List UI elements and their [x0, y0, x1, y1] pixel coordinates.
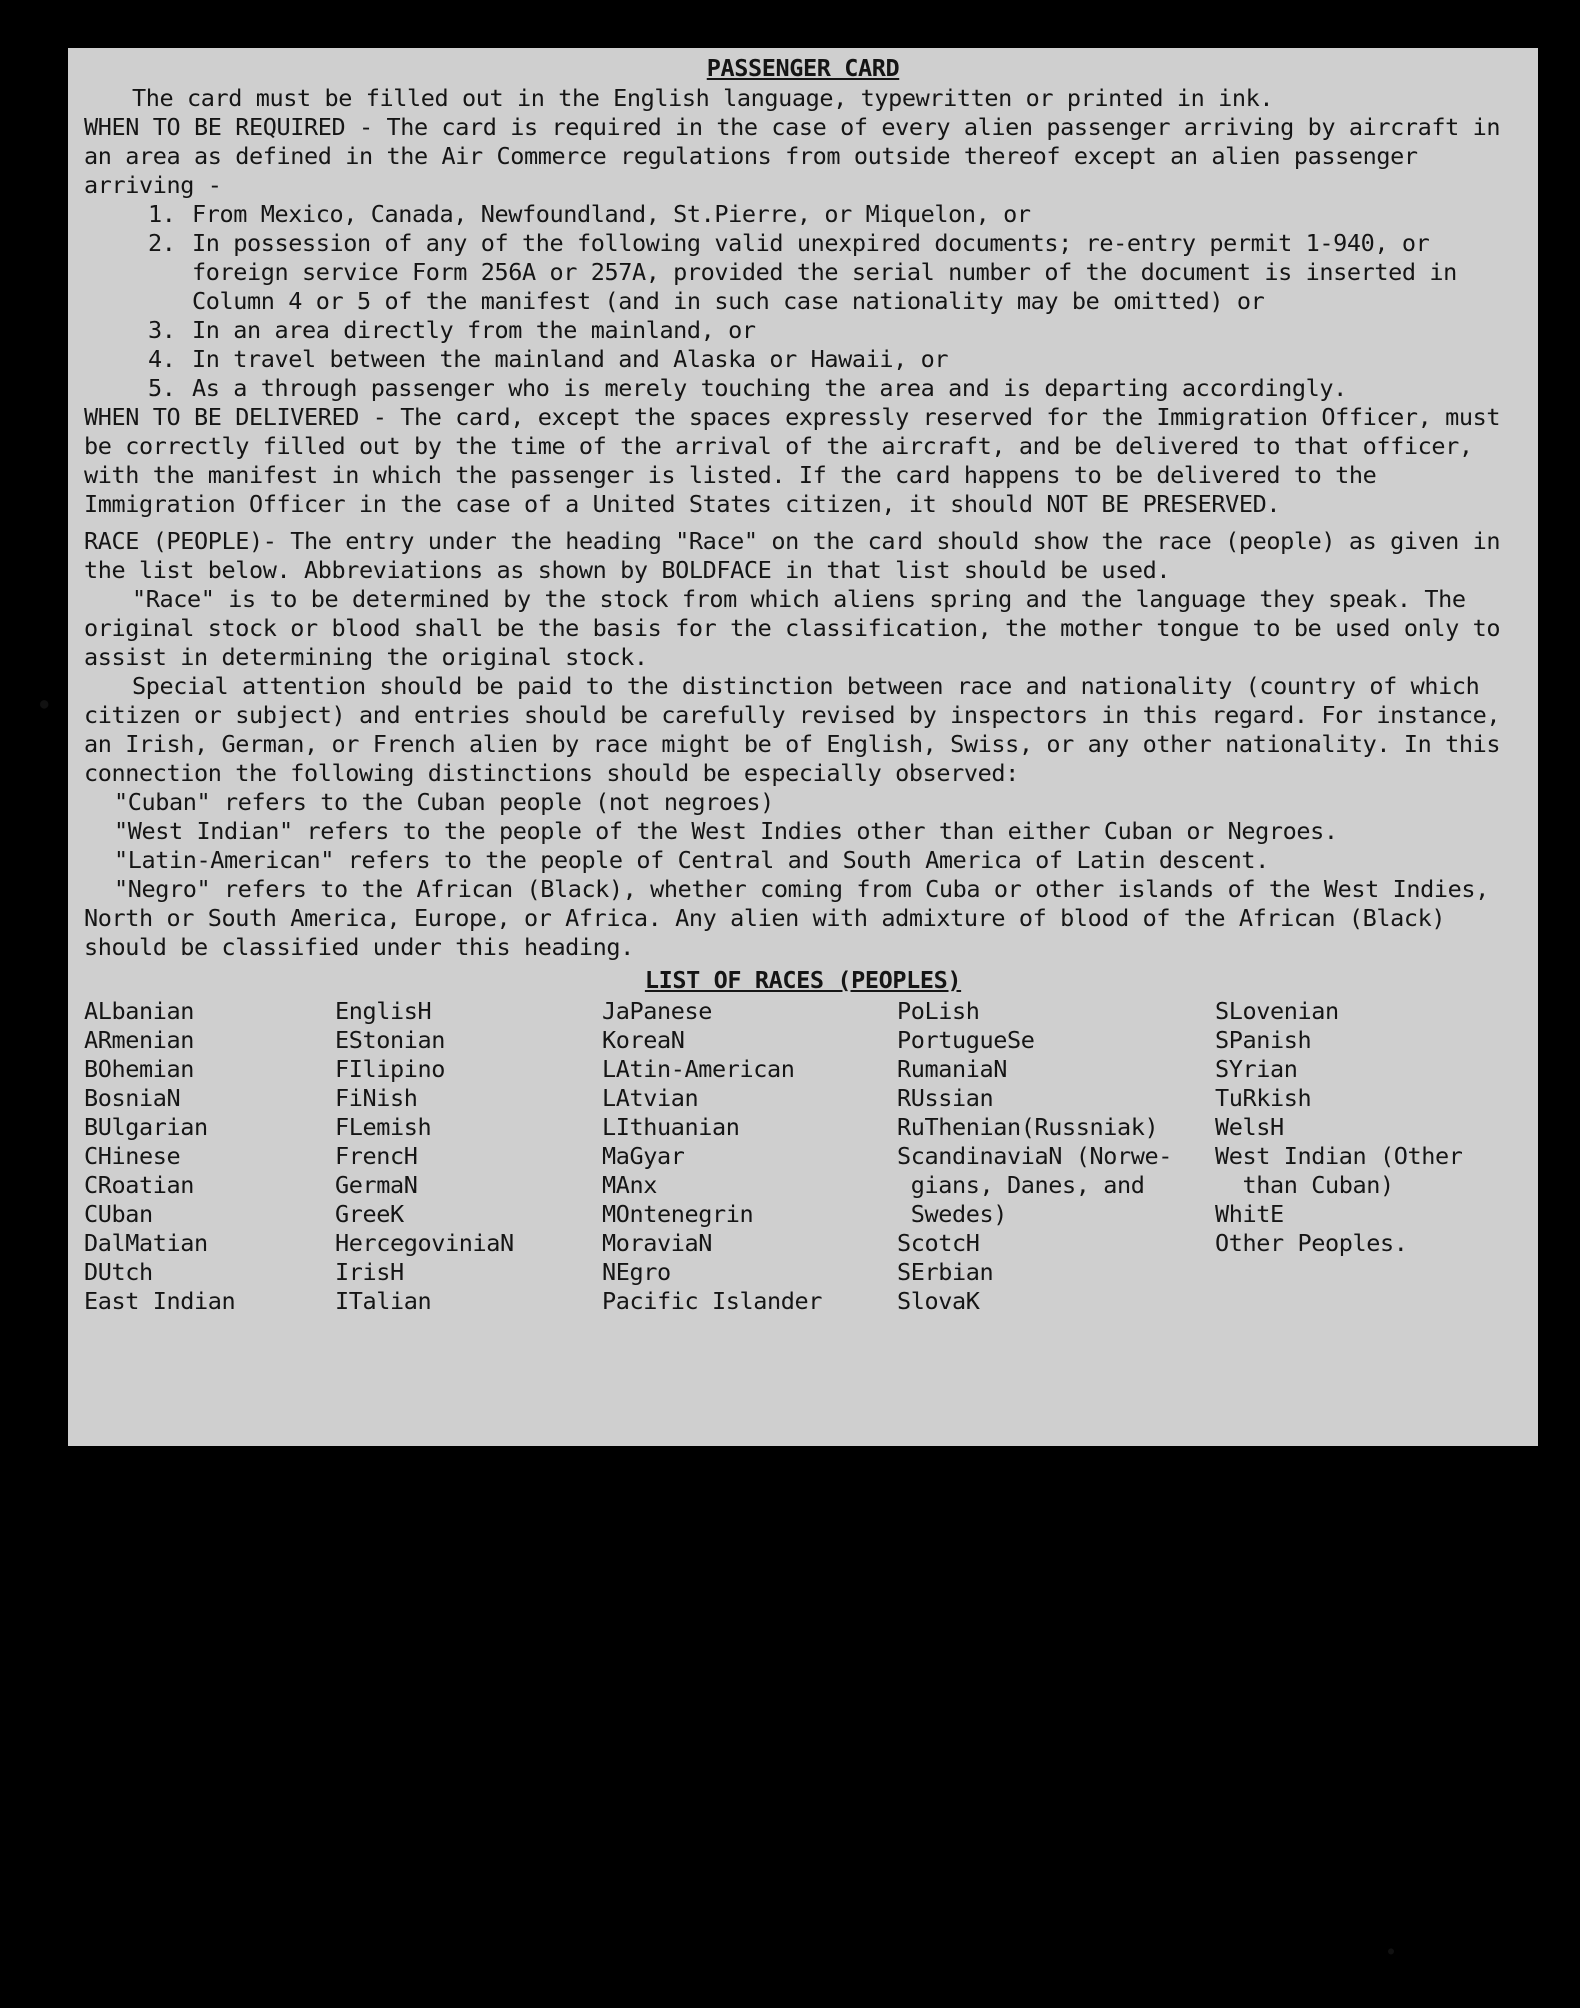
race-determination-paragraph: "Race" is to be determined by the stock from which aliens spring and the language they speak. The original stock or blood shall be the basis for the classification, the mother tongue to be used only to assist in determining the original stock. [84, 585, 1501, 671]
race-entry: RuThenian(Russniak) [897, 1113, 1159, 1141]
race-entry: FiNish [335, 1084, 418, 1112]
race-entry: FrencH [335, 1142, 418, 1170]
intro-text: The card must be filled out in the English language, typewritten or printed in ink. [132, 84, 1274, 112]
race-entry: EnglisH [335, 997, 432, 1025]
race-heading: RACE (PEOPLE)- [84, 527, 277, 555]
distinction-latin-american: "Latin-American" refers to the people of Central and South America of Latin descent. [114, 846, 1269, 874]
passenger-card [68, 48, 1538, 1446]
race-entry: BOhemian [84, 1055, 194, 1083]
race-entry: BUlgarian [84, 1113, 208, 1141]
when-delivered-heading: WHEN TO BE DELIVERED - [84, 403, 387, 431]
race-entry: Other Peoples. [1215, 1229, 1408, 1257]
race-entry: LAtin-American [602, 1055, 795, 1083]
race-entry: than Cuban) [1215, 1171, 1394, 1199]
race-entry: MaGyar [602, 1142, 685, 1170]
race-entry: EStonian [335, 1026, 445, 1054]
scan-speck: ● [40, 696, 49, 712]
race-entry: LAtvian [602, 1084, 699, 1112]
exception-item: 4. In travel between the mainland and Alaska or Hawaii, or [148, 345, 949, 373]
race-entry: West Indian (Other [1215, 1142, 1463, 1170]
race-entry: TuRkish [1215, 1084, 1312, 1112]
race-entry: ARmenian [84, 1026, 194, 1054]
race-column-2 [335, 997, 514, 1316]
distinction-west-indian: "West Indian" refers to the people of the West Indies other than either Cuban or Negroes. [114, 817, 1338, 845]
race-entry: WhitE [1215, 1200, 1284, 1228]
race-entry: SlovaK [897, 1287, 980, 1315]
race-entry: CUban [84, 1200, 153, 1228]
race-entry: GermaN [335, 1171, 418, 1199]
race-entry: HercegoviniaN [335, 1229, 514, 1257]
race-entry: FIlipino [335, 1055, 445, 1083]
race-entry: FLemish [335, 1113, 432, 1141]
race-entry: BosniaN [84, 1084, 181, 1112]
race-entry: DUtch [84, 1258, 153, 1286]
race-column-3 [602, 997, 822, 1316]
race-entry: ITalian [335, 1287, 432, 1315]
race-entry: JaPanese [602, 997, 712, 1025]
race-entry: SPanish [1215, 1026, 1312, 1054]
when-required-text: The card is required in the case of every alien passenger arriving by aircraft in an area as defined in the Air Commerce regulations from outside thereof except an alien passenger arriving - [84, 113, 1501, 199]
race-entry: RUssian [897, 1084, 994, 1112]
exception-item: 3. In an area directly from the mainland, or [148, 316, 756, 344]
distinction-cuban: "Cuban" refers to the Cuban people (not negroes) [114, 788, 774, 816]
exception-item: 5. As a through passenger who is merely touching the area and is departing accordingly. [148, 374, 1347, 402]
race-column-4 [897, 997, 1172, 1316]
race-paragraph [84, 527, 1522, 585]
race-entry: IrisH [335, 1258, 404, 1286]
when-delivered-text: The card, except the spaces expressly reserved for the Immigration Officer, must be correctly filled out by the time of the arrival of the aircraft, and be delivered to that officer, with the manifest in which the passenger is listed. If the card happens to be delivered to the Immigration Officer in the case of a United States citizen, it should NOT BE PRESERVED. [84, 403, 1501, 518]
race-entry: CRoatian [84, 1171, 194, 1199]
race-entry: DalMatian [84, 1229, 208, 1257]
when-delivered-paragraph [84, 403, 1522, 519]
race-entry: MAnx [602, 1171, 657, 1199]
race-entry: ScotcH [897, 1229, 980, 1257]
race-entry: SYrian [1215, 1055, 1298, 1083]
race-entry: GreeK [335, 1200, 404, 1228]
race-column-1 [84, 997, 235, 1316]
exception-item: 1. From Mexico, Canada, Newfoundland, St.Pierre, or Miquelon, or [148, 200, 1031, 228]
race-entry: PortugueSe [897, 1026, 1035, 1054]
when-required-heading: WHEN TO BE REQUIRED - [84, 113, 373, 141]
race-entry: MoraviaN [602, 1229, 712, 1257]
race-entry: SLovenian [1215, 997, 1339, 1025]
race-entry: NEgro [602, 1258, 671, 1286]
when-required-paragraph [84, 113, 1522, 200]
race-column-5 [1215, 997, 1462, 1258]
race-entry: SErbian [897, 1258, 994, 1286]
race-entry: WelsH [1215, 1113, 1284, 1141]
race-list-title: LIST OF RACES (PEOPLES) [644, 966, 962, 994]
race-entry: ALbanian [84, 997, 194, 1025]
race-entry: RumaniaN [897, 1055, 1007, 1083]
race-entry: Pacific Islander [602, 1287, 822, 1315]
race-list [84, 997, 1522, 1327]
race-entry: CHinese [84, 1142, 181, 1170]
race-entry: MOntenegrin [602, 1200, 754, 1228]
scan-speck: ● [1388, 1946, 1395, 1957]
race-entry: ScandinaviaN (Norwe- [897, 1142, 1172, 1170]
distinction-negro: "Negro" refers to the African (Black), whether coming from Cuba or other islands of the West Indies, North or South America, Europe, or Africa. Any alien with admixture of blood of the African (Black) should be classified under this heading. [84, 875, 1489, 961]
race-entry: LIthuanian [602, 1113, 740, 1141]
race-nationality-paragraph: Special attention should be paid to the distinction between race and nationality (country of which citizen or subject) and entries should be carefully revised by inspectors in this regard. For instance, an Irish, German, or French alien by race might be of English, Swiss, or any other nationality. In this connection the following distinctions should be especially observed: [84, 672, 1501, 787]
race-text: The entry under the heading "Race" on the card should show the race (people) as given in the list below. Abbreviations as shown by BOLDFACE in that list should be used. [84, 527, 1501, 584]
card-title: PASSENGER CARD [706, 54, 900, 82]
race-entry: KoreaN [602, 1026, 685, 1054]
race-entry: gians, Danes, and [897, 1171, 1145, 1199]
exception-item: 2. In possession of any of the following valid unexpired documents; re-entry permit 1-940, or foreign service Form 256A or 257A, provided the serial number of the document is inserted in Column 4 or 5 of the manifest (and in such case nationality may be omitted) or [148, 229, 1457, 315]
race-entry: PoLish [897, 997, 980, 1025]
exception-list [84, 200, 1522, 403]
race-entry: Swedes) [897, 1200, 1007, 1228]
race-entry: East Indian [84, 1287, 236, 1315]
